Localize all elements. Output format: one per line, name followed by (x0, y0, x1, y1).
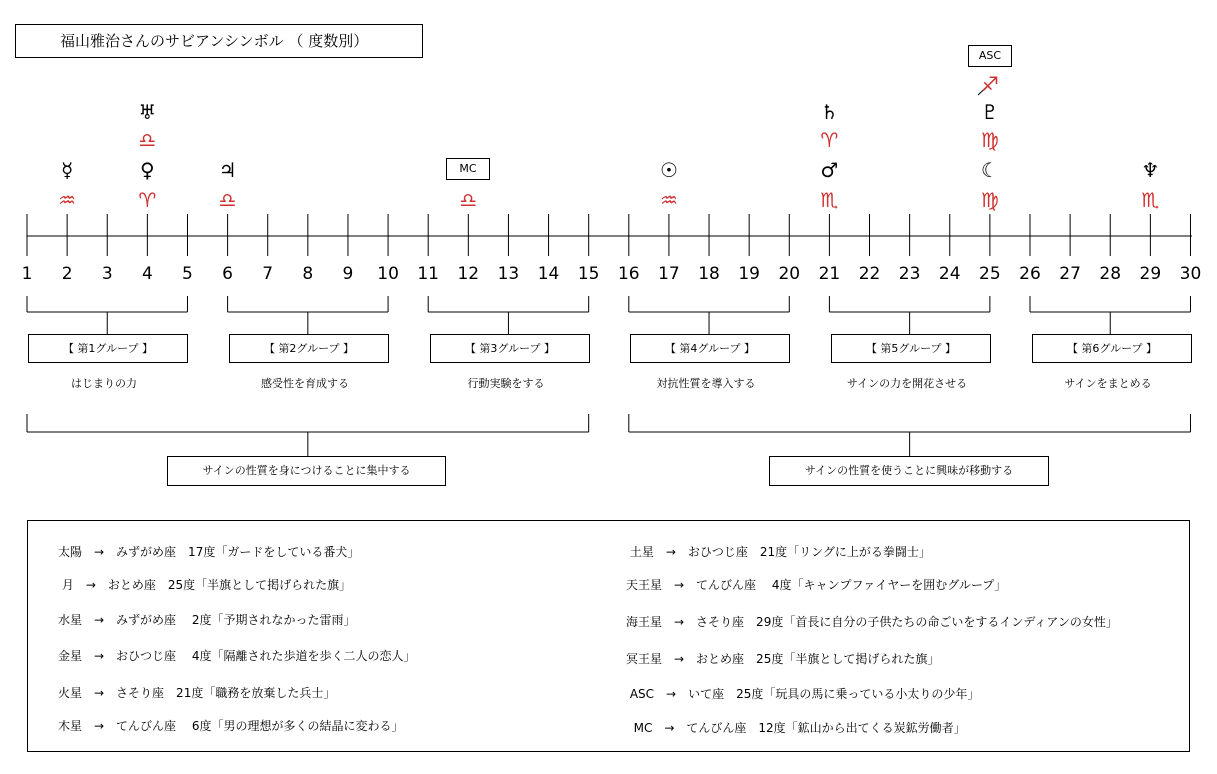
degree-label: 5 (182, 264, 193, 284)
asc-tag: ASC (968, 45, 1012, 67)
degree-label: 26 (1019, 264, 1041, 284)
list-item: 土星 → おひつじ座 21度「リングに上がる拳闘士」 (626, 545, 931, 559)
degree-label: 29 (1139, 264, 1162, 284)
list-item: 海王星 → さそり座 29度「首長に自分の子供たちの命ごいをするインディアンの女性」 (626, 615, 1118, 629)
group-4-label: 【 第4グループ 】 (630, 334, 790, 363)
degree-label: 1 (21, 264, 33, 284)
scorpio-icon: ♏ (820, 188, 839, 212)
mars-icon: ♂ (820, 158, 839, 182)
saturn-icon: ♄ (820, 100, 839, 124)
list-item: ASC → いて座 25度「玩具の馬に乗っている小太りの少年」 (626, 687, 980, 701)
degree-label: 17 (658, 264, 680, 284)
list-item: 太陽 → みずがめ座 17度「ガードをしている番犬」 (58, 545, 360, 559)
aries-icon: ♈ (820, 128, 839, 152)
libra-icon: ♎ (138, 128, 157, 152)
list-item: 火星 → さそり座 21度「職務を放棄した兵士」 (58, 686, 336, 700)
mercury-icon: ☿ (60, 158, 74, 182)
degree-label: 11 (417, 264, 439, 284)
group-6-label: 【 第6グループ 】 (1032, 334, 1192, 363)
degree-label: 15 (577, 264, 600, 284)
list-item: 冥王星 → おとめ座 25度「半旗として掲げられた旗」 (626, 652, 940, 666)
neptune-icon: ♆ (1141, 158, 1160, 182)
degree-label: 3 (101, 264, 113, 284)
group-5-label: 【 第5グループ 】 (831, 334, 991, 363)
degree-label: 20 (778, 264, 801, 284)
group-4-desc: 対抗性質を導入する (656, 377, 756, 390)
left-half-label: サインの性質を身につけることに集中する (167, 456, 446, 486)
scorpio-icon: ♏ (1141, 188, 1160, 212)
virgo-icon: ♍ (980, 188, 999, 212)
list-item: 天王星 → てんびん座 4度「キャンプファイヤーを囲むグループ」 (626, 578, 1007, 592)
aquarius-icon: ♒ (58, 188, 77, 212)
degree-label: 2 (61, 264, 73, 284)
degree-label: 4 (141, 264, 153, 284)
group-1-label: 【 第1グループ 】 (28, 334, 188, 363)
degree-label: 12 (457, 264, 480, 284)
group-3-desc: 行動実験をする (467, 377, 545, 390)
group-2-label: 【 第2グループ 】 (229, 334, 389, 363)
moon-icon: ☾ (980, 158, 999, 182)
uranus-icon: ♅ (138, 100, 157, 124)
degree-label: 25 (979, 264, 1001, 284)
degree-label: 18 (698, 264, 720, 284)
degree-label: 19 (738, 264, 760, 284)
group-1-desc: はじまりの力 (71, 377, 137, 390)
list-item: 金星 → おひつじ座 4度「隔離された歩道を歩く二人の恋人」 (58, 649, 416, 663)
page-title: 福山雅治さんのサビアンシンボル （ 度数別） (15, 24, 423, 58)
degree-label: 10 (377, 264, 399, 284)
degree-label: 23 (898, 264, 921, 284)
jupiter-icon: ♃ (218, 158, 237, 182)
list-item: 水星 → みずがめ座 2度「予期されなかった雷雨」 (58, 613, 356, 627)
sun-icon: ☉ (659, 158, 678, 182)
degree-label: 8 (302, 264, 314, 284)
pluto-icon: ♇ (980, 100, 999, 124)
aquarius-icon: ♒ (659, 188, 678, 212)
degree-label: 14 (537, 264, 560, 284)
list-item: 月 → おとめ座 25度「半旗として掲げられた旗」 (58, 578, 352, 592)
mc-tag: MC (446, 158, 490, 180)
group-2-desc: 感受性を育成する (261, 377, 349, 390)
sagittarius-icon: ♐ (980, 72, 999, 96)
group-3-label: 【 第3グループ 】 (430, 334, 590, 363)
degree-label: 9 (342, 264, 354, 284)
list-item: 木星 → てんびん座 6度「男の理想が多くの結晶に変わる」 (58, 719, 404, 733)
degree-label: 13 (497, 264, 520, 284)
libra-icon: ♎ (218, 188, 237, 212)
group-6-desc: サインをまとめる (1064, 377, 1152, 390)
degree-label: 27 (1059, 264, 1081, 284)
degree-label: 22 (858, 264, 881, 284)
right-half-label: サインの性質を使うことに興味が移動する (769, 456, 1049, 486)
degree-label: 21 (818, 264, 841, 284)
venus-icon: ♀ (140, 158, 155, 182)
degree-label: 6 (222, 264, 233, 284)
aries-icon: ♈ (138, 188, 157, 212)
libra-icon: ♎ (459, 188, 478, 212)
list-item: MC → てんびん座 12度「鉱山から出てくる炭鉱労働者」 (626, 721, 966, 735)
group-5-desc: サインの力を開花させる (846, 377, 968, 390)
symbol-list (27, 520, 1190, 752)
degree-label: 28 (1099, 264, 1122, 284)
degree-label: 7 (262, 264, 274, 284)
degree-label: 30 (1179, 264, 1202, 284)
degree-label: 16 (617, 264, 640, 284)
virgo-icon: ♍ (980, 128, 999, 152)
degree-label: 24 (938, 264, 961, 284)
